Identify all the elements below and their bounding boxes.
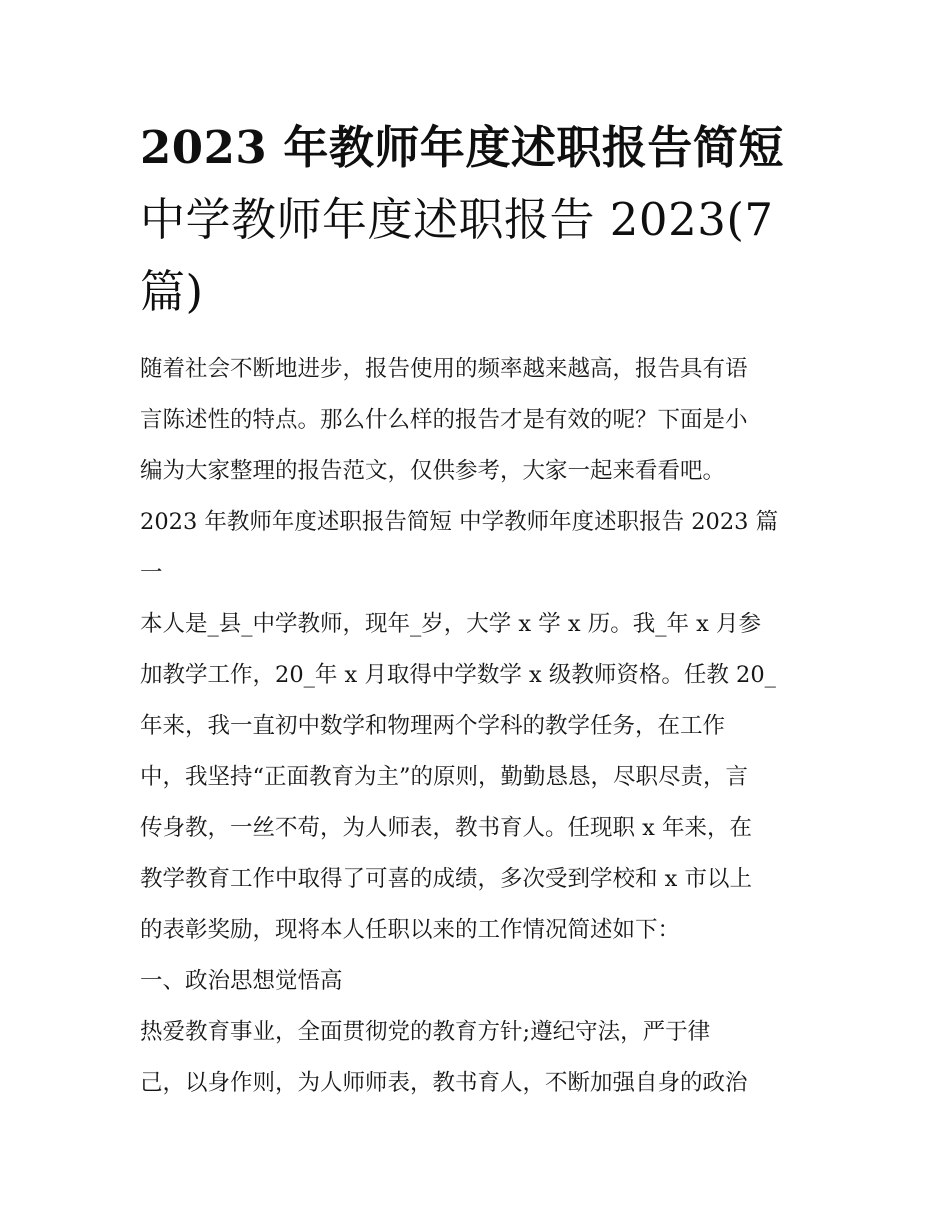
body-line: 的表彰奖励，现将本人任职以来的工作情况简述如下： bbox=[140, 917, 681, 943]
title-line-2: 中学教师年度述职报告 2023(7 bbox=[140, 193, 774, 246]
document-body bbox=[140, 344, 820, 1109]
body-line: 教学教育工作中取得了可喜的成绩，多次受到学校和 x 市以上 bbox=[140, 866, 752, 892]
body-line: 传身教，一丝不苟，为人师表，教书育人。任现职 x 年来，在 bbox=[140, 815, 752, 841]
body-line: 中，我坚持“正面教育为主”的原则，勤勤恳恳，尽职尽责，言 bbox=[140, 764, 749, 790]
section-heading-line: 一 bbox=[140, 560, 163, 586]
document-page bbox=[140, 112, 820, 1109]
body-line: 编为大家整理的报告范文，仅供参考，大家一起来看看吧。 bbox=[140, 458, 726, 484]
body-line: 加教学工作，20_年 x 月取得中学数学 x 级教师资格。任教 20_ bbox=[140, 662, 776, 688]
document-title bbox=[140, 112, 820, 328]
title-line-1: 2023 年教师年度述职报告简短 bbox=[140, 121, 784, 174]
body-line: 随着社会不断地进步，报告使用的频率越来越高，报告具有语 bbox=[140, 356, 748, 382]
body-line: 年来，我一直初中数学和物理两个学科的教学任务，在工作 bbox=[140, 713, 726, 739]
body-line: 本人是_县_中学教师，现年_岁，大学 x 学 x 历。我_年 x 月参 bbox=[140, 611, 761, 637]
section-heading-line: 2023 年教师年度述职报告简短 中学教师年度述职报告 2023 篇 bbox=[140, 509, 779, 535]
body-line: 言陈述性的特点。那么什么样的报告才是有效的呢？下面是小 bbox=[140, 407, 748, 433]
body-line: 己，以身作则，为人师师表，教书育人，不断加强自身的政治 bbox=[140, 1070, 748, 1096]
title-line-3: 篇) bbox=[140, 265, 204, 318]
body-line: 热爱教育事业，全面贯彻党的教育方针;遵纪守法，严于律 bbox=[140, 1019, 711, 1045]
subsection-heading: 一、政治思想觉悟高 bbox=[140, 968, 343, 994]
